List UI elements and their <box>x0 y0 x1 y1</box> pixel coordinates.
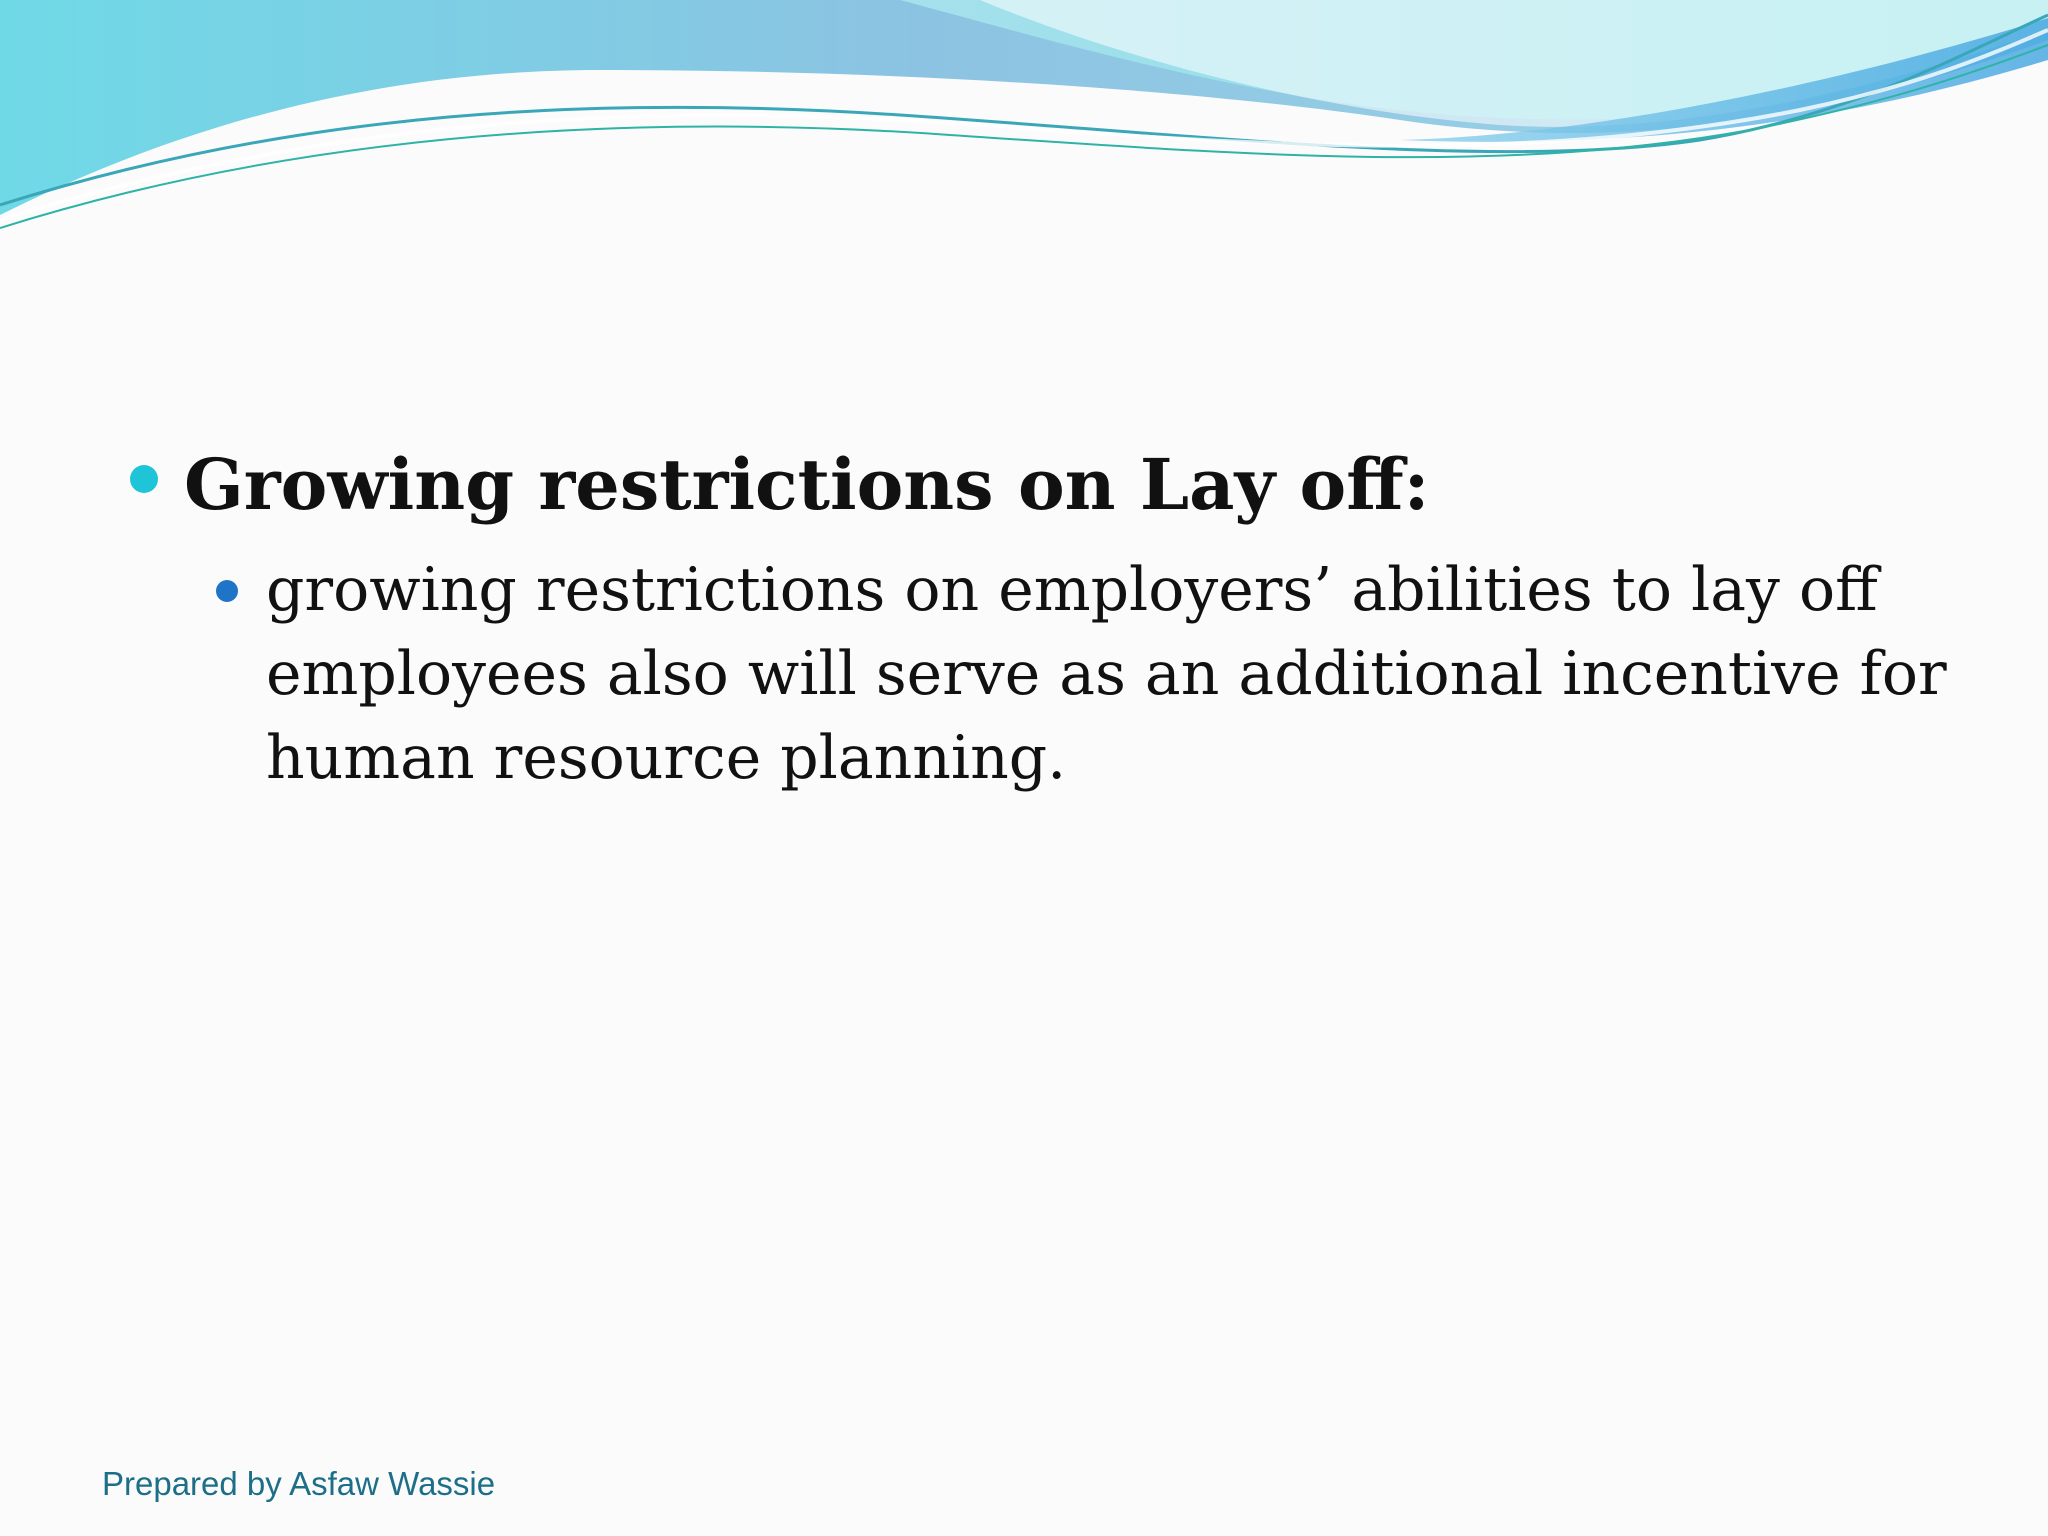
sub-bullet-text: growing restrictions on employers’ abilities to lay off employees also will serve as an additional incentive for human resource planning. <box>266 555 1947 793</box>
slide-heading: Growing restrictions on Lay off: <box>184 443 1430 526</box>
bullet-dot-icon <box>130 465 158 493</box>
sub-bullet-dot-icon <box>216 580 238 602</box>
footer-author: Prepared by Asfaw Wassie <box>102 1465 496 1502</box>
